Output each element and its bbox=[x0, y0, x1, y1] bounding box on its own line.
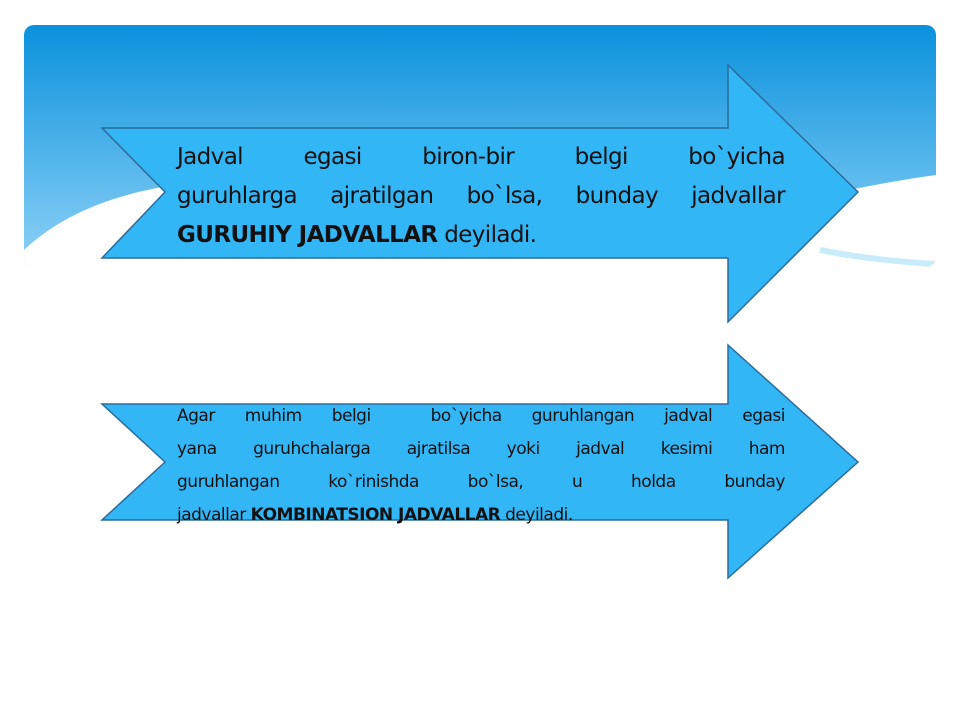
text-line: guruhlarga ajratilgan bo`lsa, bunday jadvallar bbox=[177, 183, 785, 209]
text-line: Jadval egasi biron-bir belgi bo`yicha bbox=[177, 144, 785, 170]
text-line: Agar muhim belgi bo`yicha guruhlangan jadval egasi bbox=[177, 406, 785, 426]
text-tail: deyiladi. bbox=[500, 505, 573, 525]
text-line: guruhlangan ko`rinishda bo`lsa, u holda bunday bbox=[177, 472, 785, 492]
text-line bbox=[177, 216, 785, 255]
arrow-2-text bbox=[177, 400, 785, 532]
arrow-1-text bbox=[177, 138, 785, 255]
text-line: yana guruhchalarga ajratilsa yoki jadval kesimi ham bbox=[177, 439, 785, 459]
text-lead: jadvallar bbox=[177, 505, 251, 525]
term-bold: GURUHIY JADVALLAR bbox=[177, 222, 438, 248]
text-line bbox=[177, 499, 785, 532]
term-bold: KOMBINATSION JADVALLAR bbox=[250, 505, 501, 525]
text-tail: deyiladi. bbox=[437, 222, 537, 248]
